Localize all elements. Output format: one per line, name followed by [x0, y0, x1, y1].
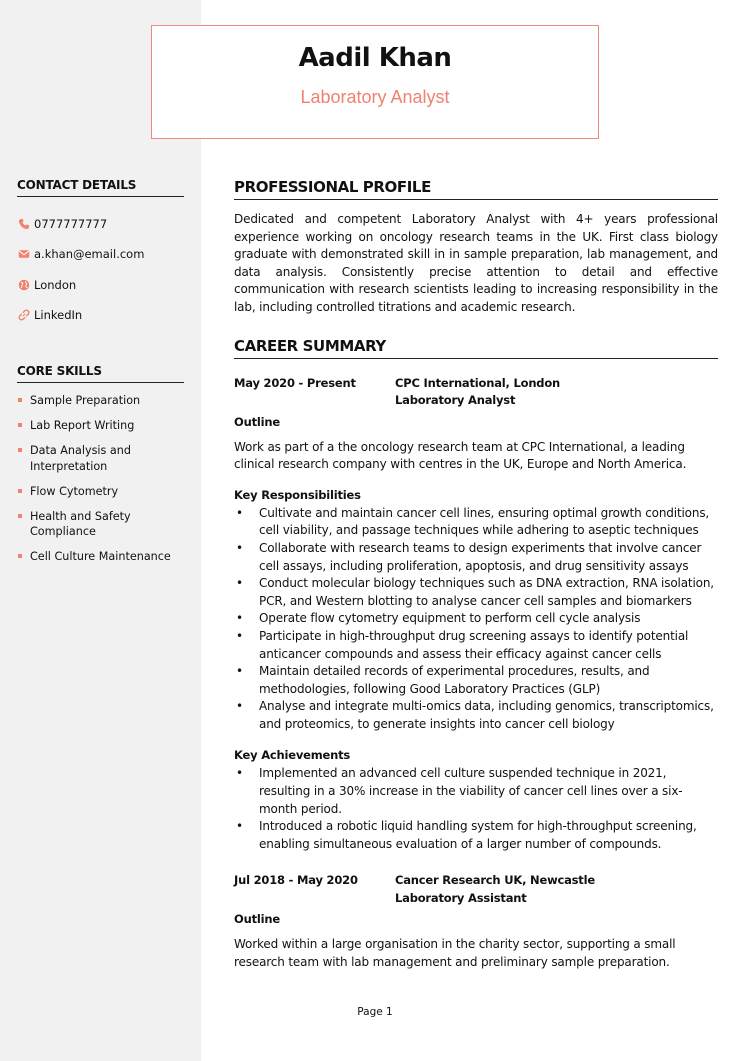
achievements-label: Key Achievements — [234, 748, 351, 763]
job-position: Laboratory Assistant — [395, 890, 527, 905]
skill-item: Lab Report Writing — [17, 418, 184, 434]
job-employer — [395, 872, 595, 907]
globe-icon — [17, 278, 30, 291]
achievements-list — [234, 765, 718, 853]
skill-item: Data Analysis and Interpretation — [17, 443, 184, 474]
responsibilities-list — [234, 505, 718, 734]
outline-text: Work as part of a the oncology research team at CPC International, a leading clinical research company with centres in the UK, Europe and North America. — [234, 439, 687, 472]
outline-label: Outline — [234, 912, 280, 927]
responsibility-item: • Analyse and integrate multi-omics data, including genomics, transcriptomics, and proteomics, to generate insights into cancer cell biology — [234, 698, 718, 733]
responsibility-item: • Operate flow cytometry equipment to perform cell cycle analysis — [234, 610, 718, 628]
contact-email-text: a.khan@email.com — [34, 247, 145, 262]
skill-item: Health and Safety Compliance — [17, 509, 184, 540]
contact-location-text: London — [34, 277, 77, 292]
outline-label: Outline — [234, 414, 280, 429]
job-dates: Jul 2018 - May 2020 — [234, 873, 358, 888]
job-company: CPC International, London — [395, 375, 561, 390]
contact-section — [17, 178, 184, 330]
responsibility-item: • Participate in high-throughput drug screening assays to identify potential anticancer compounds and assess their efficacy against cancer cells — [234, 628, 718, 663]
contact-linkedin-text: LinkedIn — [34, 308, 83, 323]
contact-title: CONTACT DETAILS — [17, 178, 184, 197]
header-box — [151, 25, 599, 139]
job-header — [234, 375, 718, 410]
achievement-item: • Implemented an advanced cell culture suspended technique in 2021, resulting in a 30% increase in the viability of cancer cell lines over a six-month period. — [234, 765, 718, 818]
outline-text: Worked within a large organisation in the charity sector, supporting a small research team with lab management and preliminary sample preparation. — [234, 937, 676, 970]
profile-title: PROFESSIONAL PROFILE — [234, 178, 718, 200]
contact-phone-text: 0777777777 — [34, 217, 108, 232]
skills-title: CORE SKILLS — [17, 364, 184, 383]
main-content — [234, 178, 718, 972]
candidate-name: Aadil Khan — [298, 43, 452, 73]
profile-text: Dedicated and competent Laboratory Analyst with 4+ years professional experience working on oncology research teams in the UK. First class biology graduate with demonstrated skill in in sample preparation, lab management, and data analysis. Consistently precise attention to detail and effective communication with research scientists leading to increasing responsibility in the lab, including controlled titrations and academic research. — [234, 212, 718, 314]
skills-section — [17, 364, 184, 574]
link-icon — [17, 309, 30, 322]
skill-item: Cell Culture Maintenance — [17, 549, 184, 565]
achievement-item: • Introduced a robotic liquid handling system for high-throughput screening, enabling simultaneous evaluation of a larger number of compounds. — [234, 818, 718, 853]
contact-email[interactable] — [17, 239, 184, 269]
career-title: CAREER SUMMARY — [234, 337, 718, 359]
job-position: Laboratory Analyst — [395, 393, 516, 408]
page-number: Page 1 — [357, 1006, 393, 1018]
contact-list — [17, 209, 184, 330]
responsibility-item: • Maintain detailed records of experimental procedures, results, and methodologies, following Good Laboratory Practices (GLP) — [234, 663, 718, 698]
responsibility-item: • Collaborate with research teams to design experiments that involve cancer cell assays, including proliferation, apoptosis, and drug sensitivity assays — [234, 540, 718, 575]
contact-location — [17, 270, 184, 300]
job-employer — [395, 375, 560, 410]
job-entry — [234, 375, 718, 854]
responsibility-item: • Conduct molecular biology techniques such as DNA extraction, RNA isolation, PCR, and Western blotting to analyse cancer cell samples and biomarkers — [234, 575, 718, 610]
contact-phone — [17, 209, 184, 239]
skill-list — [17, 393, 184, 565]
contact-linkedin[interactable] — [17, 300, 184, 330]
responsibilities-label: Key Responsibilities — [234, 487, 361, 502]
responsibility-item: • Cultivate and maintain cancer cell lines, ensuring optimal growth conditions, cell viability, and passage techniques while adhering to aseptic techniques — [234, 505, 718, 540]
skill-item: Sample Preparation — [17, 393, 184, 409]
phone-icon — [17, 218, 30, 231]
job-company: Cancer Research UK, Newcastle — [395, 873, 595, 888]
job-entry — [234, 872, 718, 971]
job-dates: May 2020 - Present — [234, 375, 356, 390]
envelope-icon — [17, 248, 30, 261]
job-header — [234, 872, 718, 907]
skill-item: Flow Cytometry — [17, 484, 184, 500]
candidate-role: Laboratory Analyst — [300, 87, 450, 107]
